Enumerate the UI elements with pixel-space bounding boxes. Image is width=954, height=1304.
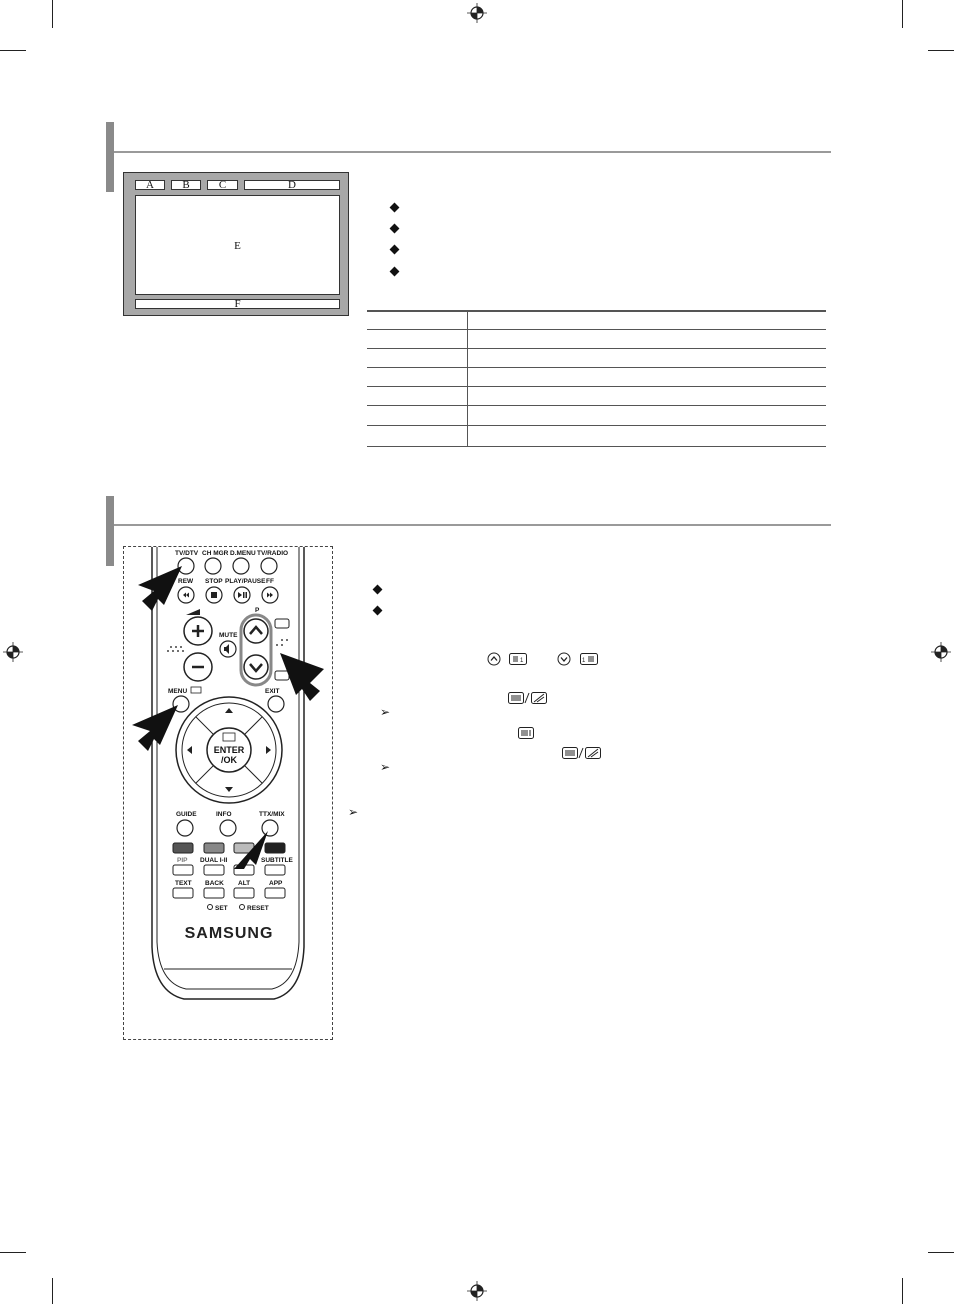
crop-mark — [902, 0, 903, 28]
crop-mark — [928, 1252, 954, 1253]
crop-mark — [928, 50, 954, 51]
channel-down-button[interactable] — [244, 655, 268, 679]
reset-label: RESET — [247, 905, 269, 912]
dual-label: DUAL I-II — [200, 857, 228, 864]
table-row — [367, 425, 826, 426]
diagram-label-b: B — [171, 180, 201, 190]
info-label: INFO — [216, 811, 232, 818]
table-row — [367, 348, 826, 349]
p-label: P — [255, 607, 260, 614]
info-button[interactable] — [220, 820, 236, 836]
guide-label: GUIDE — [176, 811, 197, 818]
diagram-label-d: D — [244, 180, 340, 190]
crop-mark — [902, 1278, 903, 1304]
stop-label: STOP — [205, 578, 223, 585]
diamond-bullet-icon — [390, 203, 400, 213]
registration-mark-icon — [467, 3, 487, 23]
svg-text:1: 1 — [582, 658, 586, 664]
green-color-button[interactable] — [204, 843, 224, 853]
alt-label: ALT — [238, 880, 251, 887]
note-arrow-icon: ➢ — [380, 705, 391, 719]
tv-dtv-label: TV/DTV — [175, 550, 199, 557]
guide-button[interactable] — [177, 820, 193, 836]
pip-button[interactable] — [173, 865, 193, 875]
diagram-label-f: F — [135, 299, 340, 309]
ttx-mix-icon — [562, 747, 602, 759]
svg-text:1: 1 — [520, 658, 524, 664]
app-button[interactable] — [265, 888, 285, 898]
ttx-mix-label: TTX/MIX — [259, 811, 285, 818]
back-label: BACK — [205, 880, 224, 887]
table-row — [367, 446, 826, 447]
text-label: TEXT — [175, 880, 192, 887]
section-bar — [106, 122, 114, 192]
menu-label: MENU — [168, 688, 188, 695]
note-arrow-icon: ➢ — [380, 760, 391, 774]
d-menu-button[interactable] — [233, 558, 249, 574]
diamond-bullet-icon — [373, 606, 383, 616]
diagram-label-c: C — [207, 180, 238, 190]
teletext-layout-diagram — [123, 172, 349, 316]
d-menu-label: D.MENU — [230, 550, 256, 557]
blue-color-button[interactable] — [265, 843, 285, 853]
diagram-label-e: E — [135, 195, 340, 295]
teletext-next-page-icon — [509, 653, 527, 665]
section-bar — [106, 496, 114, 566]
teletext-prev-page-icon — [275, 671, 289, 680]
ok-label: /OK — [220, 755, 238, 765]
stop-icon — [211, 592, 217, 598]
channel-up-button[interactable] — [244, 619, 268, 643]
ch-mgr-button[interactable] — [205, 558, 221, 574]
mute-label: MUTE — [219, 632, 238, 639]
ttx-mix-button[interactable] — [262, 820, 278, 836]
table-row — [367, 405, 826, 406]
teletext-next-page-icon — [275, 619, 289, 628]
ch-mgr-label: CH MGR — [202, 550, 229, 557]
registration-mark-icon — [467, 1281, 487, 1301]
section-rule — [114, 151, 831, 153]
brand-logo: SAMSUNG — [184, 925, 274, 942]
pip-label: PIP — [177, 857, 188, 864]
table-column-divider — [467, 310, 468, 447]
channel-up-icon — [487, 652, 501, 666]
play-pause-label: PLAY/PAUSE — [225, 578, 266, 585]
diagram-label-a: A — [135, 180, 165, 190]
tv-dtv-button[interactable] — [178, 558, 194, 574]
diamond-bullet-icon — [390, 267, 400, 277]
subtitle-label: SUBTITLE — [261, 857, 293, 864]
exit-button[interactable] — [268, 696, 284, 712]
back-button[interactable] — [204, 888, 224, 898]
table-row — [367, 386, 826, 387]
table-row — [367, 329, 826, 330]
rew-label: REW — [178, 578, 194, 585]
diamond-bullet-icon — [390, 245, 400, 255]
ttx-mix-icon — [508, 692, 548, 704]
diamond-bullet-icon — [390, 224, 400, 234]
text-button[interactable] — [173, 888, 193, 898]
reset-button[interactable] — [240, 905, 245, 910]
app-label: APP — [269, 880, 283, 887]
dual-button[interactable] — [204, 865, 224, 875]
crop-mark — [0, 50, 26, 51]
set-label: SET — [215, 905, 228, 912]
alt-button[interactable] — [234, 888, 254, 898]
teletext-prev-page-icon — [580, 653, 598, 665]
registration-mark-icon — [931, 642, 951, 662]
ff-label: FF — [266, 578, 274, 585]
crop-mark — [0, 1252, 26, 1253]
channel-down-icon — [557, 652, 571, 666]
note-arrow-icon: ➢ — [348, 805, 359, 819]
subtitle-button[interactable] — [265, 865, 285, 875]
crop-mark — [52, 0, 53, 28]
tv-radio-button[interactable] — [261, 558, 277, 574]
tv-radio-label: TV/RADIO — [257, 550, 289, 557]
table-row — [367, 367, 826, 368]
exit-label: EXIT — [265, 688, 280, 695]
enter-icon — [223, 733, 235, 741]
crop-mark — [52, 1278, 53, 1304]
table-header-line — [367, 310, 826, 312]
remote-control — [124, 547, 332, 1039]
section-rule — [114, 524, 831, 526]
diamond-bullet-icon — [373, 585, 383, 595]
registration-mark-icon — [3, 642, 23, 662]
teletext-icon — [518, 727, 534, 739]
enter-label: ENTER — [213, 745, 245, 755]
set-button[interactable] — [208, 905, 213, 910]
red-color-button[interactable] — [173, 843, 193, 853]
